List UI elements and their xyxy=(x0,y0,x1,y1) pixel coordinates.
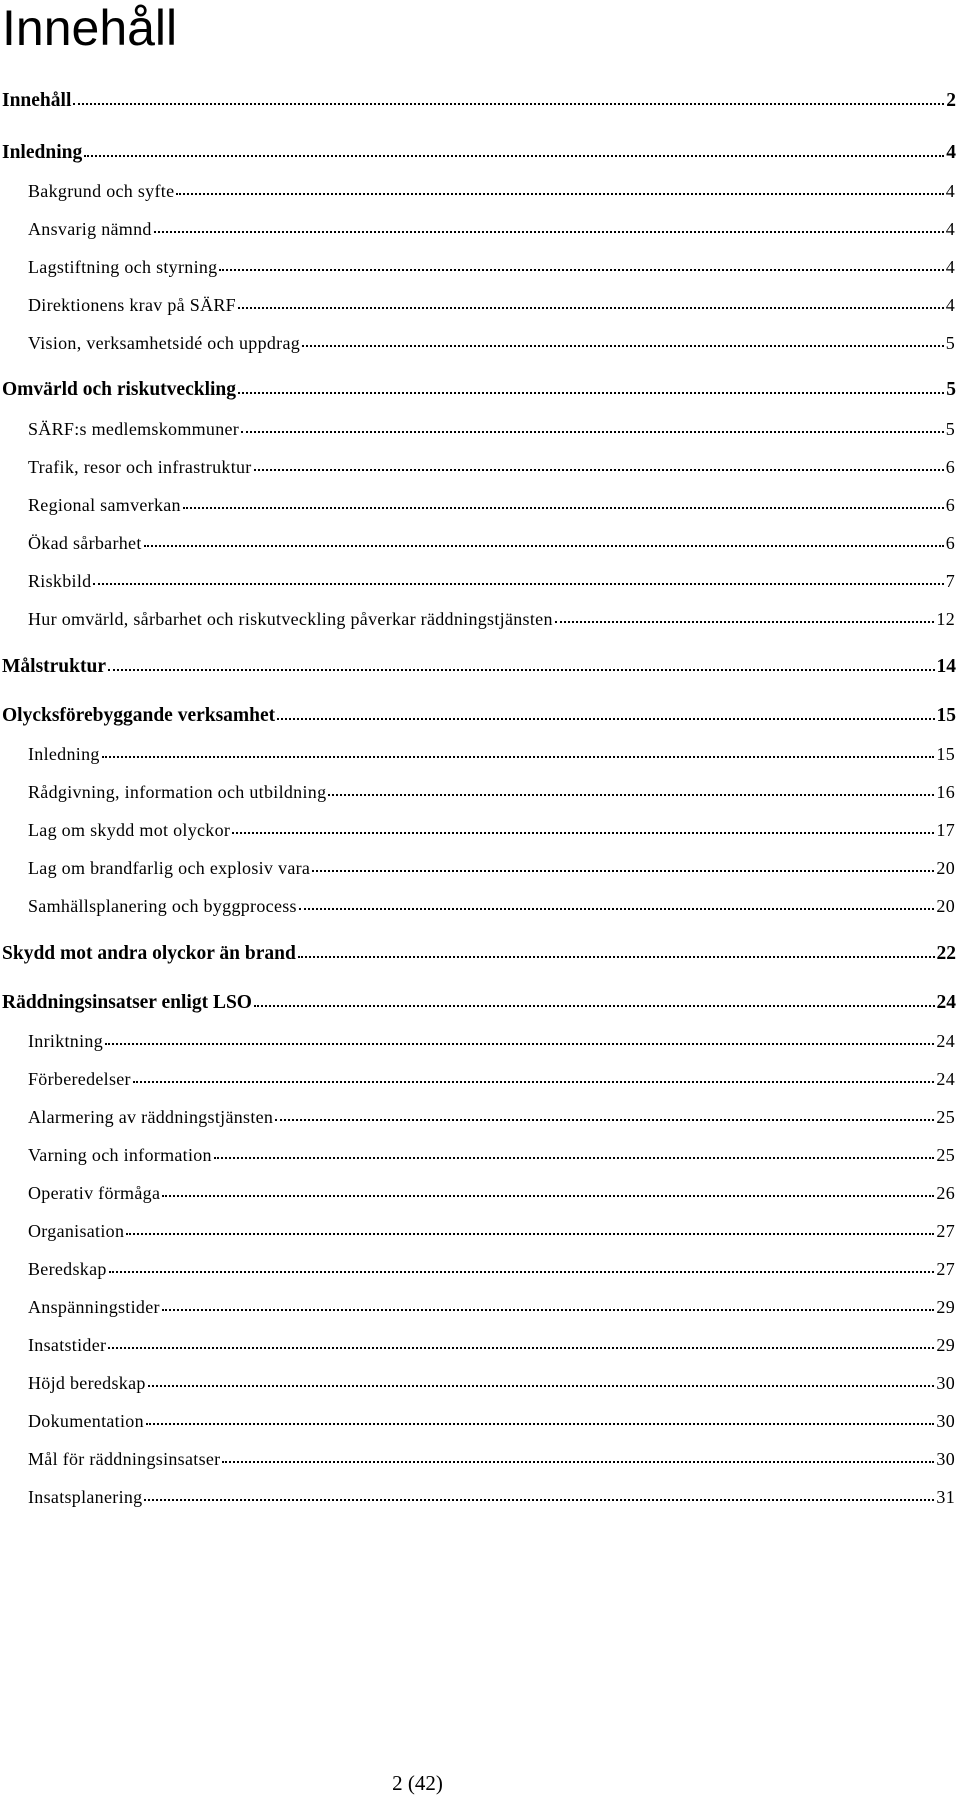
toc-entry-label[interactable]: Inledning xyxy=(2,142,83,163)
toc-dot-leader xyxy=(144,1499,934,1501)
toc-entry-label[interactable]: Förberedelser xyxy=(28,1069,131,1089)
toc-dot-leader xyxy=(241,431,944,433)
toc-dot-leader xyxy=(73,103,944,105)
toc-dot-leader xyxy=(254,1005,935,1007)
toc-entry-page-number[interactable]: 30 xyxy=(936,1449,955,1469)
toc-entry[interactable] xyxy=(2,134,956,164)
toc-entry-page-number[interactable]: 5 xyxy=(945,419,955,439)
toc-entry-page-number[interactable]: 6 xyxy=(945,457,955,477)
toc-entry-label[interactable]: SÄRF:s medlemskommuner xyxy=(28,419,240,439)
toc-entry[interactable] xyxy=(2,648,956,678)
toc-entry-page-number[interactable]: 31 xyxy=(936,1487,955,1507)
toc-entry-page-number[interactable]: 27 xyxy=(936,1221,955,1241)
toc-entry-label[interactable]: Direktionens krav på SÄRF xyxy=(28,295,236,315)
toc-entry-page-number[interactable]: 5 xyxy=(946,379,956,400)
toc-entry-page-number[interactable]: 16 xyxy=(936,782,955,802)
toc-entry-label[interactable]: Lag om brandfarlig och explosiv vara xyxy=(28,858,311,878)
toc-entry[interactable] xyxy=(28,1288,955,1318)
toc-dot-leader xyxy=(299,908,935,910)
toc-entry-page-number[interactable]: 30 xyxy=(936,1373,955,1393)
toc-entry[interactable] xyxy=(28,1364,955,1394)
page-number: 2 (42) xyxy=(392,1771,443,1795)
toc-dot-leader xyxy=(93,583,943,585)
toc-entry-page-number[interactable]: 4 xyxy=(945,295,955,315)
toc-dot-leader xyxy=(232,832,934,834)
toc-entry-page-number[interactable]: 25 xyxy=(936,1107,955,1127)
toc-entry-page-number[interactable]: 14 xyxy=(936,656,956,677)
toc-entry[interactable] xyxy=(28,600,955,630)
toc-entry[interactable] xyxy=(28,286,955,316)
toc-entry-page-number[interactable]: 20 xyxy=(936,896,955,916)
toc-entry-label[interactable]: Regional samverkan xyxy=(28,495,181,515)
toc-entry-label[interactable]: Omvärld och riskutveckling xyxy=(2,379,237,400)
toc-entry-label[interactable]: Innehåll xyxy=(2,90,72,111)
toc-entry[interactable] xyxy=(28,1174,955,1204)
toc-entry-label[interactable]: Alarmering av räddningstjänsten xyxy=(28,1107,274,1127)
toc-entry-page-number[interactable]: 15 xyxy=(936,705,956,726)
toc-dot-leader xyxy=(108,669,935,671)
toc-entry-page-number[interactable]: 29 xyxy=(936,1297,955,1317)
toc-entry[interactable] xyxy=(28,1250,955,1280)
toc-entry-label[interactable]: Höjd beredskap xyxy=(28,1373,146,1393)
toc-entry[interactable] xyxy=(28,562,955,592)
toc-entry-page-number[interactable]: 6 xyxy=(945,533,955,553)
toc-dot-leader xyxy=(148,1385,935,1387)
toc-entry-label[interactable]: Organisation xyxy=(28,1221,125,1241)
toc-dot-leader xyxy=(298,956,935,958)
toc-dot-leader xyxy=(222,1461,934,1463)
toc-entry[interactable] xyxy=(28,324,955,354)
page-title: Innehåll xyxy=(2,0,178,56)
toc-entry-page-number[interactable]: 2 xyxy=(946,90,956,111)
toc-entry-label[interactable]: Lag om skydd mot olyckor xyxy=(28,820,231,840)
toc-dot-leader xyxy=(108,1347,934,1349)
toc-entry[interactable] xyxy=(28,849,955,879)
toc-entry[interactable] xyxy=(28,1060,955,1090)
toc-dot-leader xyxy=(102,756,935,758)
toc-entry[interactable] xyxy=(28,448,955,478)
toc-entry-label[interactable]: Dokumentation xyxy=(28,1411,144,1431)
toc-entry-label[interactable]: Räddningsinsatser enligt LSO xyxy=(2,992,252,1013)
toc-entry-page-number[interactable]: 12 xyxy=(936,609,955,629)
toc-entry[interactable] xyxy=(28,1402,955,1432)
toc-entry[interactable] xyxy=(28,1098,955,1128)
toc-entry-label[interactable]: Olycksförebyggande verksamhet xyxy=(2,705,276,726)
toc-entry-page-number[interactable]: 27 xyxy=(936,1259,955,1279)
toc-entry[interactable] xyxy=(2,697,956,727)
toc-dot-leader xyxy=(154,231,944,233)
toc-entry-label[interactable]: Insatstider xyxy=(28,1335,107,1355)
toc-entry-label[interactable]: Lagstiftning och styrning xyxy=(28,257,218,277)
toc-dot-leader xyxy=(277,718,934,720)
toc-entry-page-number[interactable]: 5 xyxy=(945,333,955,353)
toc-entry[interactable] xyxy=(28,1212,955,1242)
toc-entry-label[interactable]: Målstruktur xyxy=(2,656,106,677)
toc-entry[interactable] xyxy=(28,172,955,202)
toc-entry[interactable] xyxy=(28,410,955,440)
toc-dot-leader xyxy=(176,193,943,195)
toc-dot-leader xyxy=(146,1423,935,1425)
toc-entry-label[interactable]: Inriktning xyxy=(28,1031,103,1051)
toc-dot-leader xyxy=(144,545,944,547)
toc-entry-page-number[interactable]: 24 xyxy=(936,1069,955,1089)
toc-entry-label[interactable]: Samhällsplanering och byggprocess xyxy=(28,896,297,916)
toc-entry[interactable] xyxy=(2,371,956,401)
toc-entry[interactable] xyxy=(28,524,955,554)
toc-dot-leader xyxy=(328,794,934,796)
toc-entry[interactable] xyxy=(28,210,955,240)
toc-entry[interactable] xyxy=(28,486,955,516)
toc-entry-page-number[interactable]: 4 xyxy=(945,219,955,239)
toc-entry-page-number[interactable]: 17 xyxy=(936,820,955,840)
toc-entry[interactable] xyxy=(28,248,955,278)
toc-entry-page-number[interactable]: 20 xyxy=(936,858,955,878)
toc-dot-leader xyxy=(312,870,934,872)
toc-entry-label[interactable]: Insatsplanering xyxy=(28,1487,143,1507)
toc-entry[interactable] xyxy=(2,935,956,965)
toc-entry-label[interactable]: Trafik, resor och infrastruktur xyxy=(28,457,252,477)
toc-dot-leader xyxy=(214,1157,935,1159)
toc-dot-leader xyxy=(133,1081,935,1083)
toc-entry[interactable] xyxy=(28,1478,955,1508)
toc-entry[interactable] xyxy=(28,735,955,765)
toc-dot-leader xyxy=(302,345,944,347)
toc-entry[interactable] xyxy=(28,1022,955,1052)
toc-entry[interactable] xyxy=(2,984,956,1014)
toc-dot-leader xyxy=(238,392,944,394)
toc-entry-label[interactable]: Hur omvärld, sårbarhet och riskutveckling påverkar räddningstjänsten xyxy=(28,609,553,629)
toc-entry-page-number[interactable]: 4 xyxy=(946,142,956,163)
toc-entry-page-number[interactable]: 26 xyxy=(936,1183,955,1203)
toc-entry-page-number[interactable]: 24 xyxy=(936,1031,955,1051)
toc-entry-page-number[interactable]: 29 xyxy=(936,1335,955,1355)
toc-entry-label[interactable]: Bakgrund och syfte xyxy=(28,181,175,201)
toc-entry[interactable] xyxy=(2,82,956,112)
toc-entry-label[interactable]: Mål för räddningsinsatser xyxy=(28,1449,221,1469)
toc-entry-label[interactable]: Beredskap xyxy=(28,1259,107,1279)
toc-entry-page-number[interactable]: 4 xyxy=(945,181,955,201)
toc-dot-leader xyxy=(162,1195,934,1197)
toc-entry-label[interactable]: Ansvarig nämnd xyxy=(28,219,152,239)
toc-entry[interactable] xyxy=(28,1136,955,1166)
toc-entry-label[interactable]: Operativ förmåga xyxy=(28,1183,161,1203)
toc-dot-leader xyxy=(555,621,935,623)
toc-entry-page-number[interactable]: 24 xyxy=(936,992,956,1013)
toc-entry-label[interactable]: Skydd mot andra olyckor än brand xyxy=(2,943,296,964)
toc-dot-leader xyxy=(275,1119,934,1121)
toc-dot-leader xyxy=(183,507,944,509)
toc-entry-page-number[interactable]: 25 xyxy=(936,1145,955,1165)
toc-entry[interactable] xyxy=(28,1326,955,1356)
toc-dot-leader xyxy=(219,269,943,271)
toc-entry-page-number[interactable]: 7 xyxy=(945,571,955,591)
toc-entry[interactable] xyxy=(28,1440,955,1470)
toc-entry-page-number[interactable]: 4 xyxy=(945,257,955,277)
toc-dot-leader xyxy=(84,155,944,157)
toc-dot-leader xyxy=(254,469,944,471)
toc-entry-label[interactable]: Varning och information xyxy=(28,1145,212,1165)
toc-entry-page-number[interactable]: 30 xyxy=(936,1411,955,1431)
toc-dot-leader xyxy=(109,1271,935,1273)
toc-entry-label[interactable]: Rådgivning, information och utbildning xyxy=(28,782,327,802)
toc-dot-leader xyxy=(238,307,944,309)
toc-entry-label[interactable]: Riskbild xyxy=(28,571,92,591)
toc-entry[interactable] xyxy=(28,773,955,803)
toc-dot-leader xyxy=(105,1043,934,1045)
toc-entry[interactable] xyxy=(28,811,955,841)
toc-entry-page-number[interactable]: 15 xyxy=(936,744,955,764)
toc-entry-page-number[interactable]: 6 xyxy=(945,495,955,515)
toc-entry-label[interactable]: Vision, verksamhetsidé och uppdrag xyxy=(28,333,301,353)
toc-entry[interactable] xyxy=(28,887,955,917)
toc-entry-page-number[interactable]: 22 xyxy=(936,943,956,964)
toc-entry-label[interactable]: Inledning xyxy=(28,744,100,764)
toc-dot-leader xyxy=(126,1233,934,1235)
toc-entry-label[interactable]: Ökad sårbarhet xyxy=(28,533,142,553)
toc-entry-label[interactable]: Anspänningstider xyxy=(28,1297,160,1317)
toc-dot-leader xyxy=(162,1309,935,1311)
